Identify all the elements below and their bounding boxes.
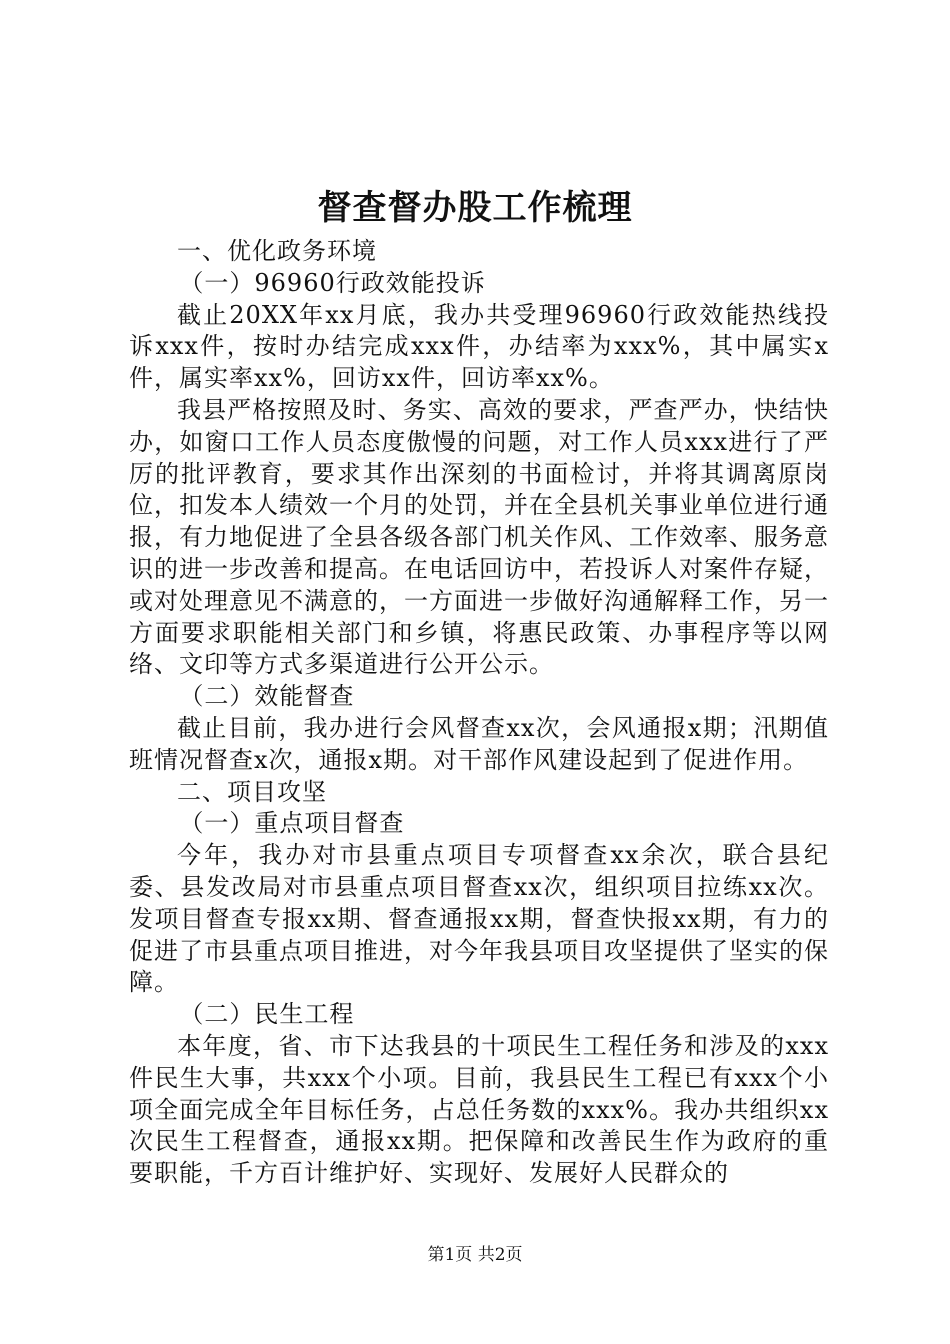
paragraph-efficiency-inspection: 截止目前，我办进行会风督查xx次，会风通报x期；汛期值班情况督查x次，通报x期。对干部作风建设起到了促进作用。: [129, 713, 829, 774]
paragraph-livelihood-projects: 本年度，省、市下达我县的十项民生工程任务和涉及的xxx件民生大事，共xxx个小项。目前，我县民生工程已有xxx个小项全面完成全年目标任务，占总任务数的xxx%。我办共组织xx次民生工程督查，通报xx期。把保障和改善民生作为政府的重要职能，千方百计维护好、实现好、发展好人民群众的: [129, 1031, 829, 1188]
subsection-heading-1-2: （二）效能督查: [179, 682, 355, 711]
page-footer: 第1页 共2页: [427, 1245, 523, 1265]
document-body: [129, 236, 829, 1190]
subsection-heading-2-1: （一）重点项目督查: [179, 809, 405, 838]
subsection-heading-2-2: （二）民生工程: [179, 1000, 355, 1029]
subsection-heading-1-1: （一）96960行政效能投诉: [179, 268, 486, 297]
paragraph-key-projects: 今年，我办对市县重点项目专项督查xx余次，联合县纪委、县发改局对市县重点项目督查xx次，组织项目拉练xx次。发项目督查专报xx期、督查通报xx期，督查快报xx期，有力的促进了市县重点项目推进，对今年我县项目攻坚提供了坚实的保障。: [129, 841, 829, 997]
section-heading-2: 二、项目攻坚: [177, 777, 327, 806]
paragraph-complaints-handling: 我县严格按照及时、务实、高效的要求，严查严办，快结快办，如窗口工作人员态度傲慢的问题，对工作人员xxx进行了严厉的批评教育，要求其作出深刻的书面检讨，并将其调离原岗位，扣发本人绩效一个月的处罚，并在全县机关事业单位进行通报，有力地促进了全县各级各部门机关作风、工作效率、服务意识的进一步改善和提高。在电话回访中，若投诉人对案件存疑，或对处理意见不满意的，一方面进一步做好沟通解释工作，另一方面要求职能相关部门和乡镇，将惠民政策、办事程序等以网络、文印等方式多渠道进行公开公示。: [129, 395, 829, 679]
section-heading-1: 一、优化政务环境: [177, 237, 377, 265]
paragraph-complaints-stats: 截止20XX年xx月底，我办共受理96960行政效能热线投诉xxx件，按时办结完成xxx件，办结率为xxx%，其中属实x件，属实率xx%，回访xx件，回访率xx%。: [129, 300, 829, 393]
document-title: 督查督办股工作梳理: [317, 188, 633, 228]
